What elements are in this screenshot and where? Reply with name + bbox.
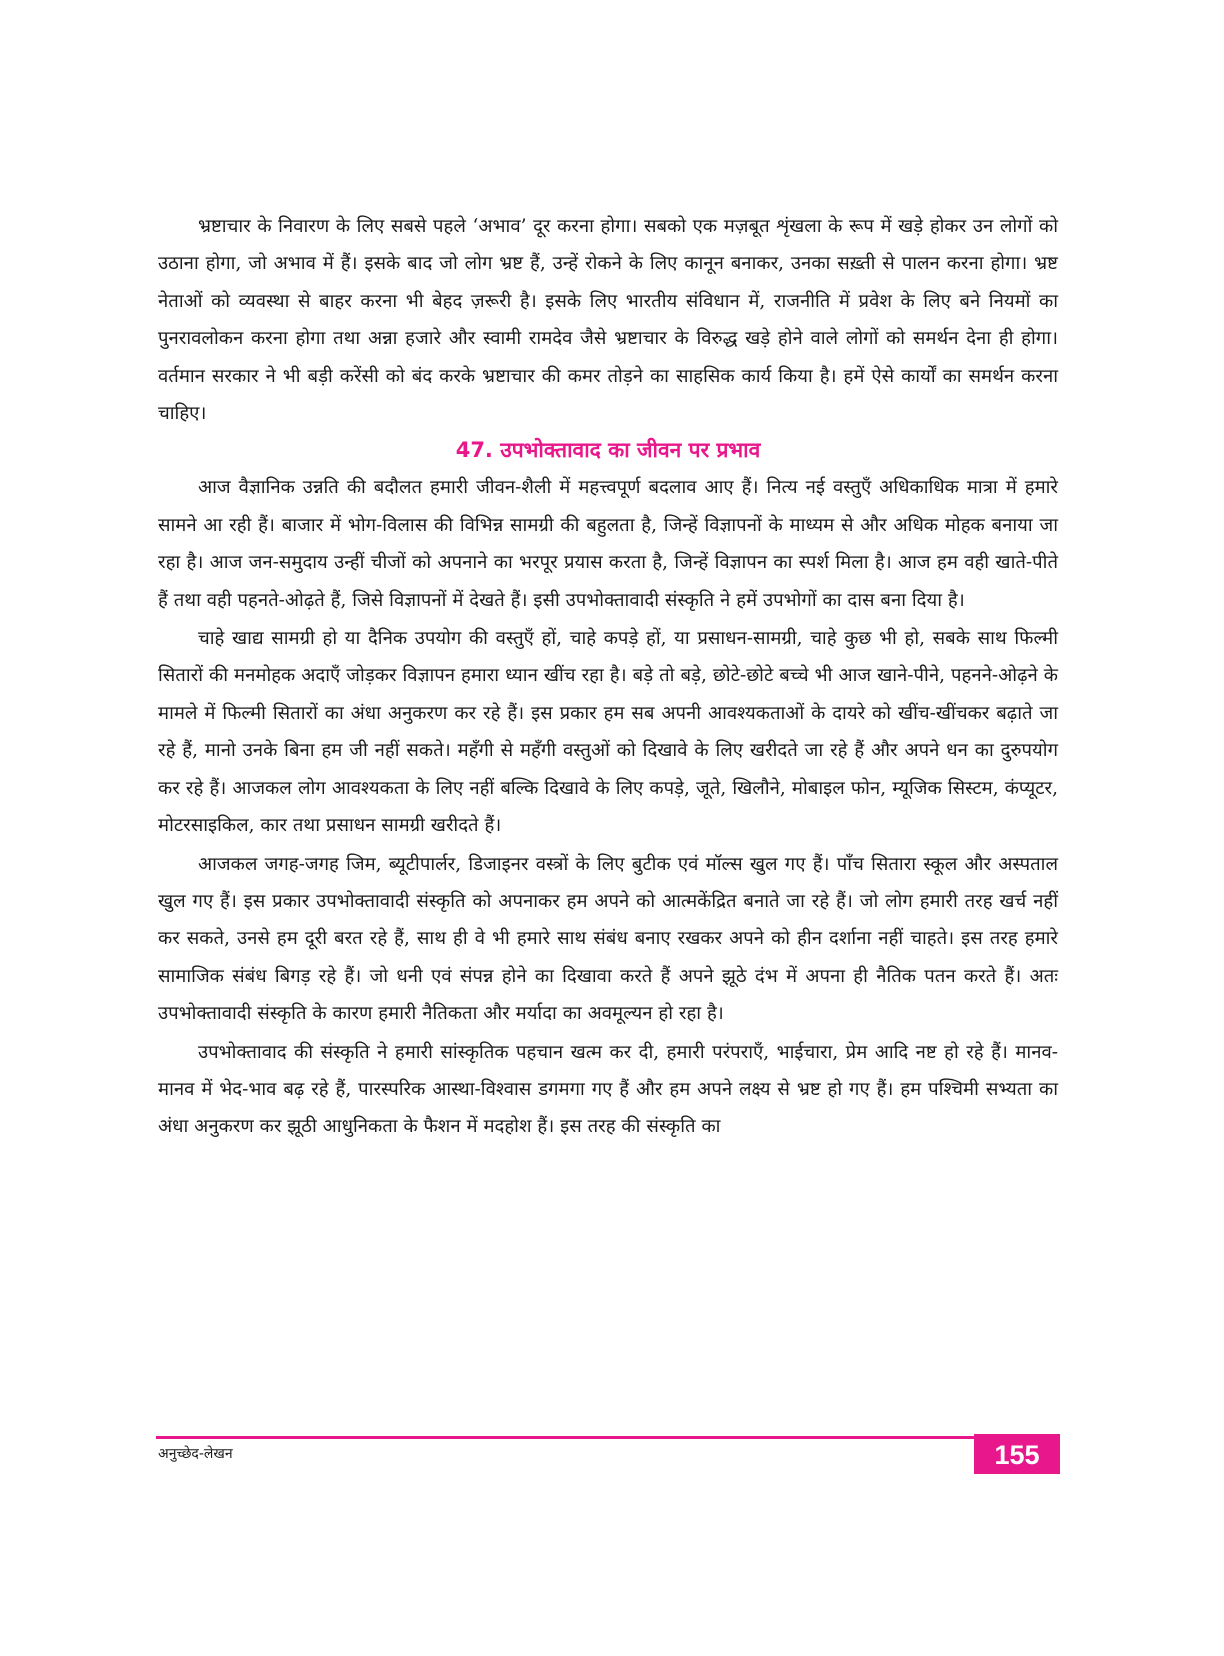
paragraph-2: चाहे खाद्य सामग्री हो या दैनिक उपयोग की वस्तुएँ हों, चाहे कपड़े हों, या प्रसाधन-सामग्री, चाहे कुछ भी हो, सबके साथ फिल्मी सितारों की मनमोहक अदाएँ जोड़कर विज्ञापन हमारा ध्यान खींच रहा है। बड़े तो बड़े, छोटे-छोटे बच्चे भी आज खाने-पीने, पहनने-ओढ़ने के मामले में फिल्मी सितारों का अंधा अनुकरण कर रहे हैं। इस प्रकार हम सब अपनी आवश्यकताओं के दायरे को खींच-खींचकर बढ़ाते जा रहे हैं, मानो उनके बिना हम जी नहीं सकते। महँगी से महँगी वस्तुओं को दिखावे के लिए खरीदते जा रहे हैं और अपने धन का दुरुपयोग कर रहे हैं। आजकल लोग आवश्यकता के लिए नहीं बल्कि दिखावे के लिए कपड़े, जूते, खिलौने, मोबाइल फोन, म्यूजिक सिस्टम, कंप्यूटर, मोटरसाइकिल, कार तथा प्रसाधन सामग्री खरीदते हैं।	[158, 628, 1058, 837]
paragraph-corruption-remedy: भ्रष्टाचार के निवारण के लिए सबसे पहले ‘अभाव’ दूर करना होगा। सबको एक मज़बूत शृंखला के रूप में खड़े होकर उन लोगों को उठाना होगा, जो अभाव में हैं। इसके बाद जो लोग भ्रष्ट हैं, उन्हें रोकने के लिए कानून बनाकर, उनका सख़्ती से पालन करना होगा। भ्रष्ट नेताओं को व्यवस्था से बाहर करना भी बेहद ज़रूरी है। इसके लिए भारतीय संविधान में, राजनीति में प्रवेश के लिए बने नियमों का पुनरावलोकन करना होगा तथा अन्ना हजारे और स्वामी रामदेव जैसे भ्रष्टाचार के विरुद्ध खड़े होने वाले लोगों को समर्थन देना ही होगा। वर्तमान सरकार ने भी बड़ी करेंसी को बंद करके भ्रष्टाचार की कमर तोड़ने का साहसिक कार्य किया है। हमें ऐसे कार्यों का समर्थन करना चाहिए।	[158, 216, 1058, 425]
section-heading: 47. उपभोक्तावाद का जीवन पर प्रभाव	[455, 438, 761, 463]
paragraph-1: आज वैज्ञानिक उन्नति की बदौलत हमारी जीवन-शैली में महत्त्वपूर्ण बदलाव आए हैं। नित्य नई वस्तुएँ अधिकाधिक मात्रा में हमारे सामने आ रही हैं। बाजार में भोग-विलास की विभिन्न सामग्री की बहुलता है, जिन्हें विज्ञापनों के माध्यम से और अधिक मोहक बनाया जा रहा है। आज जन-समुदाय उन्हीं चीजों को अपनाने का भरपूर प्रयास करता है, जिन्हें विज्ञापन का स्पर्श मिला है। आज हम वही खाते-पीते हैं तथा वही पहनते-ओढ़ते हैं, जिसे विज्ञापनों में देखते हैं। इसी उपभोक्तावादी संस्कृति ने हमें उपभोगों का दास बना दिया है।	[158, 477, 1058, 611]
page-number-badge: 155	[974, 1434, 1060, 1474]
footer-chapter-label: अनुच्छेद-लेखन	[158, 1446, 233, 1462]
page-content	[158, 208, 1058, 1147]
paragraph-3: आजकल जगह-जगह जिम, ब्यूटीपार्लर, डिजाइनर वस्त्रों के लिए बुटीक एवं मॉल्स खुल गए हैं। पाँच सितारा स्कूल और अस्पताल खुल गए हैं। इस प्रकार उपभोक्तावादी संस्कृति को अपनाकर हम अपने को आत्मकेंद्रित बनाते जा रहे हैं। जो लोग हमारी तरह खर्च नहीं कर सकते, उनसे हम दूरी बरत रहे हैं, साथ ही वे भी हमारे साथ संबंध बनाए रखकर अपने को हीन दर्शाना नहीं चाहते। इस तरह हमारे सामाजिक संबंध बिगड़ रहे हैं। जो धनी एवं संपन्न होने का दिखावा करते हैं अपने झूठे दंभ में अपना ही नैतिक पतन करते हैं। अतः उपभोक्तावादी संस्कृति के कारण हमारी नैतिकता और मर्यादा का अवमूल्यन हो रहा है।	[158, 853, 1058, 1025]
paragraph-4: उपभोक्तावाद की संस्कृति ने हमारी सांस्कृतिक पहचान खत्म कर दी, हमारी परंपराएँ, भाईचारा, प्रेम आदि नष्ट हो रहे हैं। मानव-मानव में भेद-भाव बढ़ रहे हैं, पारस्परिक आस्था-विश्वास डगमगा गए हैं और हम अपने लक्ष्य से भ्रष्ट हो गए हैं। हम पश्चिमी सभ्यता का अंधा अनुकरण कर झूठी आधुनिकता के फैशन में मदहोश हैं। इस तरह की संस्कृति का	[158, 1041, 1058, 1138]
footer-divider	[156, 1436, 974, 1439]
